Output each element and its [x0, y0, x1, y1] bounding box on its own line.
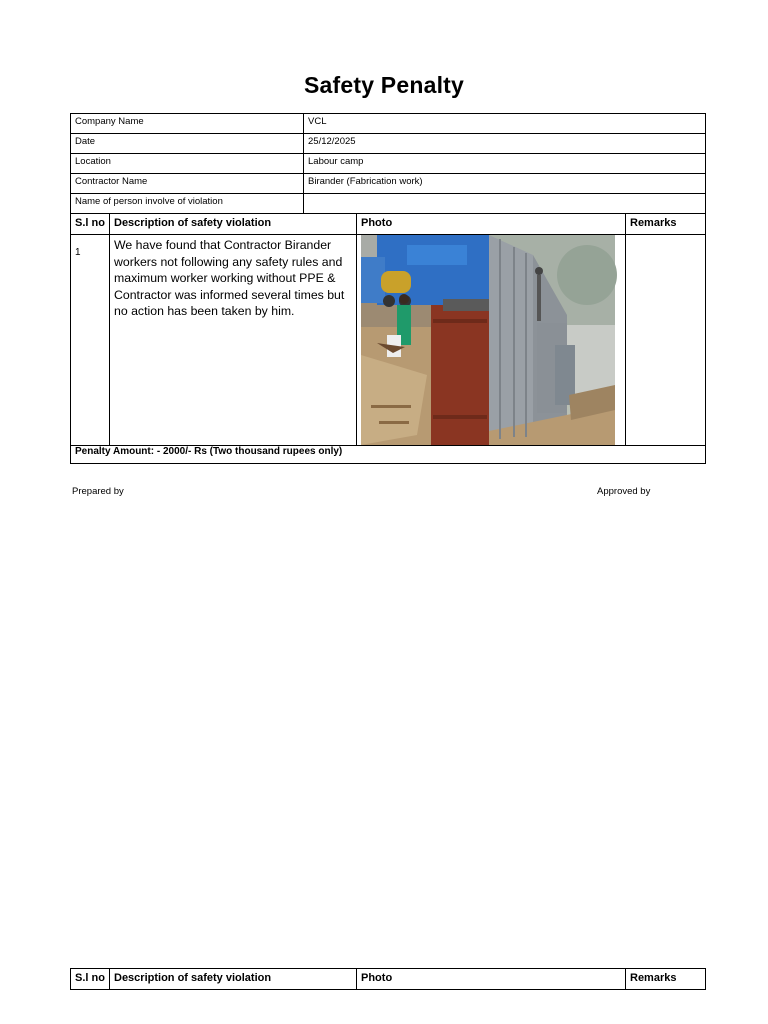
location-label: Location [71, 154, 304, 174]
photo-header-2: Photo [357, 969, 626, 990]
penalty-amount: Penalty Amount: - 2000/- Rs (Two thousand rupees only) [71, 446, 706, 464]
info-row-person [71, 194, 706, 214]
company-name-value: VCL [304, 114, 706, 134]
contractor-name-value: Birander (Fabrication work) [304, 174, 706, 194]
penalty-row [71, 446, 706, 464]
violation-header-row-2 [71, 969, 706, 990]
prepared-by-label: Prepared by [72, 486, 124, 497]
info-row-location [71, 154, 706, 174]
sl-no-header-2: S.l no [71, 969, 110, 990]
site-photo-right [489, 235, 617, 445]
violation-photo [357, 235, 619, 445]
person-violation-value [304, 194, 706, 214]
date-value: 25/12/2025 [304, 134, 706, 154]
violation-row [71, 235, 706, 446]
info-row-contractor [71, 174, 706, 194]
site-photo-left [361, 235, 489, 445]
info-row-date [71, 134, 706, 154]
page-title: Safety Penalty [303, 72, 465, 98]
violation-description: We have found that Contractor Birander workers not following any safety rules and maximum worker working without PPE & Contractor was informed several times but no action has been taken by him. [110, 235, 357, 446]
sl-no-header: S.l no [71, 214, 110, 235]
company-name-label: Company Name [71, 114, 304, 134]
violation-header-row [71, 214, 706, 235]
description-header-2: Description of safety violation [110, 969, 357, 990]
violation-table-next-page [70, 968, 706, 990]
violation-photo-cell [357, 235, 626, 446]
description-header: Description of safety violation [110, 214, 357, 235]
remarks-header: Remarks [626, 214, 706, 235]
info-table [70, 113, 706, 214]
violation-table [70, 213, 706, 464]
sl-no-value: 1 [71, 235, 110, 446]
photo-header: Photo [357, 214, 626, 235]
contractor-name-label: Contractor Name [71, 174, 304, 194]
info-row-company [71, 114, 706, 134]
remarks-value [626, 235, 706, 446]
location-value: Labour camp [304, 154, 706, 174]
approved-by-label: Approved by [597, 486, 651, 497]
date-label: Date [71, 134, 304, 154]
remarks-header-2: Remarks [626, 969, 706, 990]
person-violation-label: Name of person involve of violation [71, 194, 304, 214]
